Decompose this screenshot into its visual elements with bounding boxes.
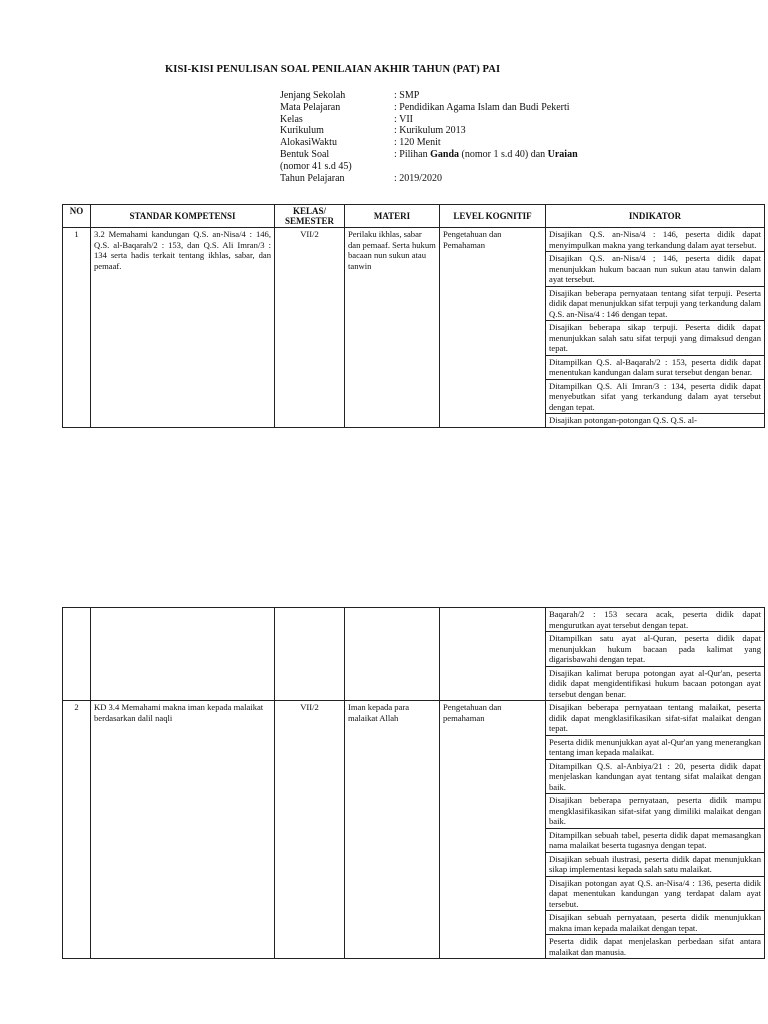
row-no: 1 xyxy=(63,228,91,428)
row-indikator-list xyxy=(546,228,765,428)
meta-label: Tahun Pelajaran xyxy=(280,172,345,184)
meta-bentuk-soal xyxy=(280,149,578,161)
meta-value xyxy=(394,149,578,161)
indikator-item: Ditampilkan satu ayat al-Quran, peserta didik dapat menunjukkan hukum bacaan pada kalimat yang digarisbawahi dengan tepat. xyxy=(546,632,764,667)
indikator-item: Disajikan beberapa pernyataan tentang malaikat, peserta didik dapat mengklasifikasikan sifat-sifat malaikat dengan tepat. xyxy=(546,701,764,736)
document-meta xyxy=(280,90,578,184)
meta-label: AlokasiWaktu xyxy=(280,137,337,149)
indikator-item: Disajikan kalimat berupa potongan ayat al-Qur'an, peserta didik dapat mengidentifikasi hukum bacaan potongan ayat tersebut dengan benar. xyxy=(549,667,761,699)
row-level: Pengetahuan dan pemahaman xyxy=(440,701,546,959)
row-standar-kompetensi xyxy=(91,608,275,701)
row-materi: Perilaku ikhlas, sabar dan pemaaf. Serta hukum bacaan nun sukun atau tanwin xyxy=(345,228,440,428)
table-row xyxy=(63,701,765,959)
meta-value: : 2019/2020 xyxy=(394,172,443,184)
meta-value: : Kurikulum 2013 xyxy=(394,125,466,137)
row-level: Pengetahuan dan Pemahaman xyxy=(440,228,546,428)
indikator-item: Ditampilkan Q.S. al-Anbiya/21 : 20, peserta didik dapat menjelaskan kandungan ayat tentang sifat malaikat dengan baik. xyxy=(546,760,764,795)
meta-label: Bentuk Soal xyxy=(280,148,330,160)
document-title: KISI-KISI PENULISAN SOAL PENILAIAN AKHIR TAHUN (PAT) PAI xyxy=(165,64,501,75)
meta-value-mid: (nomor 1 s.d 40) dan xyxy=(459,148,548,160)
indikator-item: Disajikan beberapa pernyataan, peserta didik mampu mengklasifikasikan sifat-sifat yang dimiliki malaikat dengan baik. xyxy=(546,794,764,829)
indikator-item: Ditampilkan Q.S. al-Baqarah/2 : 153, peserta didik dapat menentukan kandungan dalam surat tersebut dengan benar. xyxy=(546,356,764,380)
header-kelas-semester: KELAS/ SEMESTER xyxy=(275,205,345,228)
indikator-item: Peserta didik dapat menjelaskan perbedaan sifat antara malaikat dan manusia. xyxy=(549,936,761,957)
indikator-item: Disajikan sebuah pernyataan, peserta didik menunjukkan makna iman kepada malaikat dengan tepat. xyxy=(546,911,764,935)
indikator-item: Disajikan beberapa sikap terpuji. Peserta didik dapat menunjukkan salah satu sifat terpuji yang dimaksud dengan tepat. xyxy=(546,321,764,356)
meta-value: : Pendidikan Agama Islam dan Budi Pekerti xyxy=(394,101,570,113)
row-no: 2 xyxy=(63,701,91,959)
meta-label: Jenjang Sekolah xyxy=(280,90,346,101)
meta-mapel xyxy=(280,102,578,114)
meta-jenjang xyxy=(280,90,578,102)
row-kelas: VII/2 xyxy=(275,701,345,959)
indikator-item: Disajikan Q.S. an-Nisa/4 ; 146, peserta didik dapat menunjukkan hukum bacaan nun sukun atau tanwin dalam ayat tersebut. xyxy=(546,252,764,287)
row-standar-kompetensi: KD 3.4 Memahami makna iman kepada malaikat berdasarkan dalil naqli xyxy=(91,701,275,959)
row-materi xyxy=(345,608,440,701)
meta-value-pre: : Pilihan xyxy=(394,148,431,160)
row-indikator-list xyxy=(546,701,765,959)
row-no xyxy=(63,608,91,701)
row-level xyxy=(440,608,546,701)
meta-value: : VII xyxy=(394,113,413,125)
indikator-item: Disajikan potongan ayat Q.S. an-Nisa/4 : 136, peserta didik dapat menentukan kandungan yang terdapat dalam ayat tersebut. xyxy=(546,877,764,912)
header-indikator: INDIKATOR xyxy=(546,205,765,228)
meta-value: : SMP xyxy=(394,90,420,101)
kisi-kisi-table-page2 xyxy=(62,607,765,959)
row-materi: Iman kepada para malaikat Allah xyxy=(345,701,440,959)
header-materi: MATERI xyxy=(345,205,440,228)
meta-kurikulum xyxy=(280,125,578,137)
indikator-item: Peserta didik menunjukkan ayat al-Qur'an yang menerangkan tentang iman kepada malaikat. xyxy=(546,736,764,760)
row-kelas: VII/2 xyxy=(275,228,345,428)
kisi-kisi-table-page1 xyxy=(62,204,765,428)
header-level-kognitif: LEVEL KOGNITIF xyxy=(440,205,546,228)
indikator-item: Disajikan potongan-potongan Q.S. Q.S. al- xyxy=(549,415,697,425)
meta-label: Mata Pelajaran xyxy=(280,101,341,113)
row-standar-kompetensi: 3.2 Memahami kandungan Q.S. an-Nisa/4 : 146, Q.S. al-Baqarah/2 : 153, dan Q.S. Ali Imran/3 : 134 serta hadis terkait tentang ikhlas, sabar, dan pemaaf. xyxy=(91,228,275,428)
indikator-item: Baqarah/2 : 153 secara acak, peserta didik dapat mengurutkan ayat tersebut dengan tepat. xyxy=(546,608,764,632)
meta-value-uraian: Uraian xyxy=(547,148,578,160)
meta-value-ganda: Ganda xyxy=(430,148,460,160)
header-standar-kompetensi: STANDAR KOMPETENSI xyxy=(91,205,275,228)
table-row xyxy=(63,228,765,428)
header-no: NO xyxy=(63,205,91,228)
meta-label: Kurikulum xyxy=(280,125,324,137)
meta-bentuk-soal-line2 xyxy=(280,161,578,173)
meta-alokasi xyxy=(280,137,578,149)
table-header-row xyxy=(63,205,765,228)
meta-value: : 120 Menit xyxy=(394,137,441,149)
row-kelas xyxy=(275,608,345,701)
indikator-item: Disajikan beberapa pernyataan tentang sifat terpuji. Peserta didik dapat menunjukkan sifat terpuji yang terkandung dalam Q.S. an-Nisa/4 : 146 dengan tepat. xyxy=(546,287,764,322)
meta-tahun xyxy=(280,173,578,185)
row-indikator-list xyxy=(546,608,765,701)
meta-kelas xyxy=(280,114,578,126)
meta-value-line2: (nomor 41 s.d 45) xyxy=(280,160,352,172)
indikator-item: Ditampilkan sebuah tabel, peserta didik dapat memasangkan nama malaikat beserta tugasnya dengan tepat. xyxy=(546,829,764,853)
indikator-item: Ditampilkan Q.S. Ali Imran/3 : 134, peserta didik dapat menyebutkan sifat yang terkandung dalam ayat tersebut dengan tepat. xyxy=(546,380,764,415)
indikator-item: Disajikan Q.S. an-Nisa/4 : 146, peserta didik dapat menyimpulkan makna yang terkandung dalam ayat tersebut. xyxy=(546,228,764,252)
meta-label: Kelas xyxy=(280,113,303,125)
indikator-item: Disajikan sebuah ilustrasi, peserta didik dapat menunjukkan sikap implementasi kepada salah satu malaikat. xyxy=(546,853,764,877)
table-row xyxy=(63,608,765,701)
